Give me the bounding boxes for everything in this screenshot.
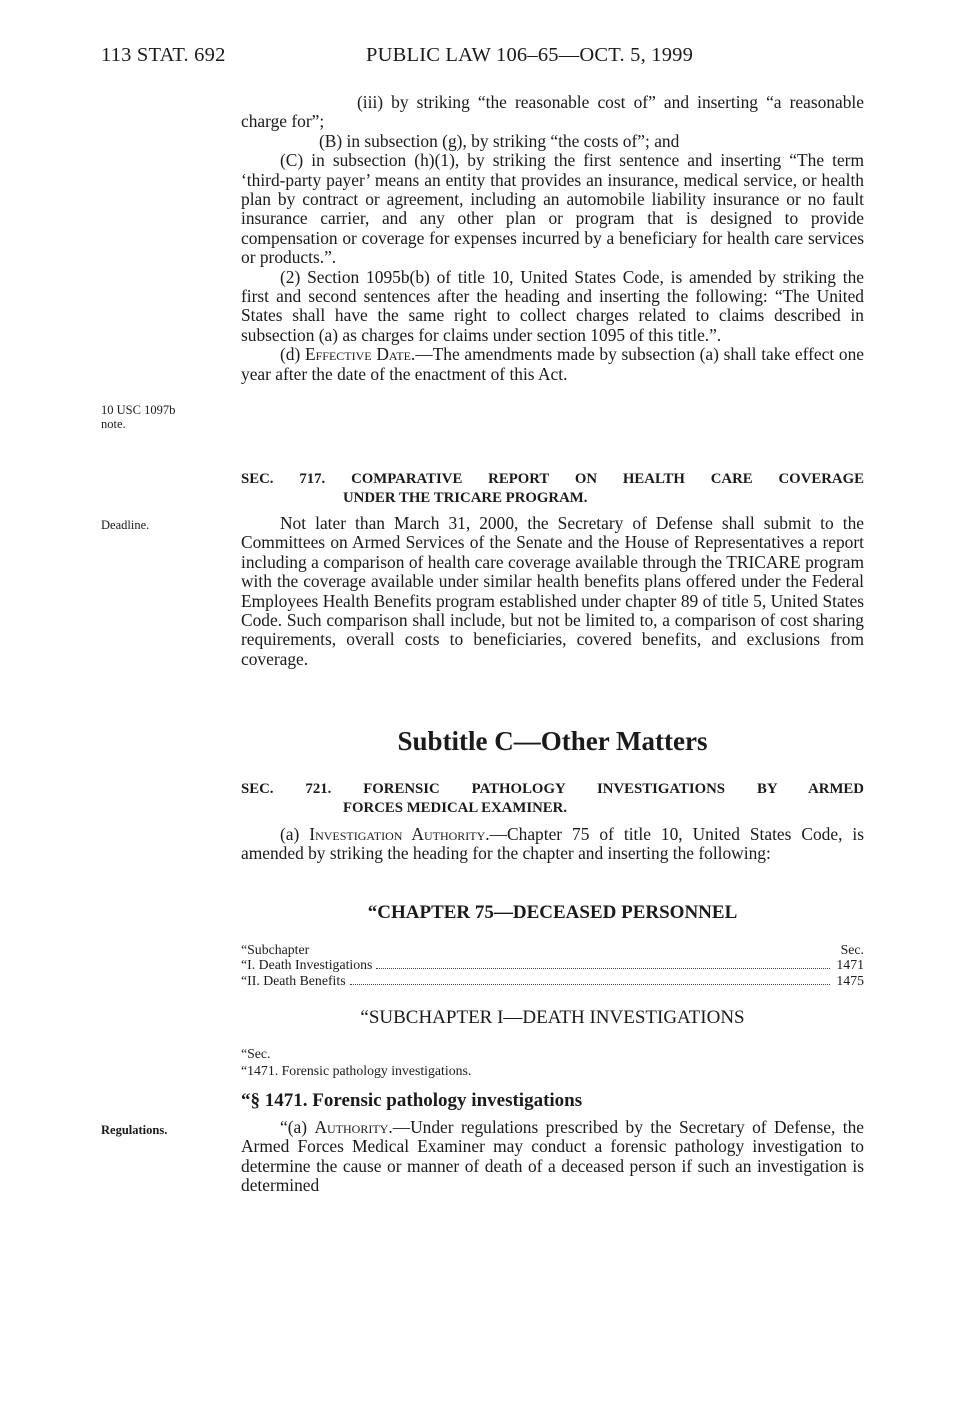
margin-note-usc-line1: 10 USC 1097b <box>101 403 176 417</box>
sec-721-a-label: Investigation Authority <box>309 824 486 844</box>
toc-row-label: “I. Death Investigations <box>241 957 373 972</box>
sec-721-heading-line2: FORCES MEDICAL EXAMINER. <box>343 800 568 816</box>
subsection-d-prefix: (d) <box>280 344 305 365</box>
toc-header-left: “Subchapter <box>241 942 310 957</box>
subtitle-heading: Subtitle C—Other Matters <box>397 726 708 756</box>
sec-717-heading-line2: UNDER THE TRICARE PROGRAM. <box>343 490 588 506</box>
chapter-heading: “CHAPTER 75—DECEASED PERSONNEL <box>367 902 738 923</box>
toc-row-number: 1471 <box>836 957 864 972</box>
clause-c: (C) in subsection (h)(1), by striking the first sentence and inserting “The term ‘third-party payer’ means an entity that provides an insurance, medical service, or health plan by contract or agreement, including an automobile liability insurance or no fault insurance carrier, and any other plan or program that is designed to provide compensation or coverage for expenses incurred by a beneficiary for health care services or products.”. <box>241 150 864 268</box>
subsection-d-text: .—The amendments made by subsection (a) shall take effect one year after the date of the enactment of this Act. <box>241 344 864 384</box>
section-1471-a-text: .—Under regulations prescribed by the Secretary of Defense, the Armed Forces Medical Examiner may conduct a forensic pathology investigation to determine the cause or manner of death of a deceased person if such an investigation is determined <box>241 1117 864 1196</box>
margin-note-usc-line2: note. <box>101 417 126 431</box>
toc-leader <box>350 984 831 985</box>
subchapter-sec-label: “Sec. <box>241 1046 271 1061</box>
section-1471-a-prefix: “(a) <box>280 1117 315 1137</box>
sec-717-paragraph: Not later than March 31, 2000, the Secretary of Defense shall submit to the Committees on Armed Services of the Senate and the House of Representatives a report including a comparison of health care coverage available through the TRICARE program with the coverage available under similar health benefits plans offered under the Federal Employees Health Benefits program established under chapter 89 of title 5, United States Code. Such comparison shall include, but not be limited to, a comparison of cost sharing requirements, overall costs to beneficiaries, covered benefits, and exclusions from coverage. <box>241 513 864 669</box>
margin-note-deadline: Deadline. <box>101 518 150 532</box>
continued-amendments <box>241 93 864 384</box>
toc-leader <box>376 968 830 969</box>
toc-header-right: Sec. <box>840 942 864 957</box>
section-1471-subsection-a <box>241 1118 864 1196</box>
clause-b: (B) in subsection (g), by striking “the costs of”; and <box>319 130 680 151</box>
subchapter-entry: “1471. Forensic pathology investigations. <box>241 1063 472 1078</box>
section-1471-text <box>241 1118 864 1196</box>
paragraph-2: (2) Section 1095b(b) of title 10, United States Code, is amended by striking the first and second sentences after the heading and inserting the following: “The United States shall have the same right to collect charges related to claims described in subsection (a) as charges for claims under section 1095 of this title.”. <box>241 266 864 345</box>
margin-note-regulations: Regulations. <box>101 1123 168 1137</box>
subsection-d-label: Effective Date <box>305 344 411 365</box>
section-1471-title: “§ 1471. Forensic pathology investigations <box>241 1090 583 1111</box>
sec-721-a-text: .—Chapter 75 of title 10, United States Code, is amended by striking the heading for the chapter and inserting the following: <box>241 824 865 864</box>
sec-717-heading-line1: SEC. 717. COMPARATIVE REPORT ON HEALTH CARE COVERAGE <box>241 471 864 487</box>
page-law-title: PUBLIC LAW 106–65—OCT. 5, 1999 <box>366 44 694 66</box>
subsection-d <box>241 345 864 384</box>
page-stat-reference: 113 STAT. 692 <box>101 44 226 66</box>
section-1471-a-label: Authority <box>314 1117 389 1137</box>
sec-721-subsection-a <box>241 825 864 864</box>
sec-721-heading-line1: SEC. 721. FORENSIC PATHOLOGY INVESTIGATIONS BY ARMED <box>241 781 864 797</box>
toc-row <box>241 973 864 989</box>
chapter-toc <box>241 942 864 989</box>
subchapter-heading: “SUBCHAPTER I—DEATH INVESTIGATIONS <box>360 1007 745 1028</box>
margin-note-usc <box>101 403 175 431</box>
clause-iii: (iii) by striking “the reasonable cost of” and inserting “a reasonable charge for”; <box>241 92 864 132</box>
toc-row <box>241 957 864 973</box>
toc-header <box>241 942 864 957</box>
sec-721-text <box>241 825 864 864</box>
sec-721-a-prefix: (a) <box>280 824 310 844</box>
toc-row-number: 1475 <box>836 973 864 988</box>
toc-row-label: “II. Death Benefits <box>241 973 346 988</box>
sec-717-text <box>241 514 864 669</box>
